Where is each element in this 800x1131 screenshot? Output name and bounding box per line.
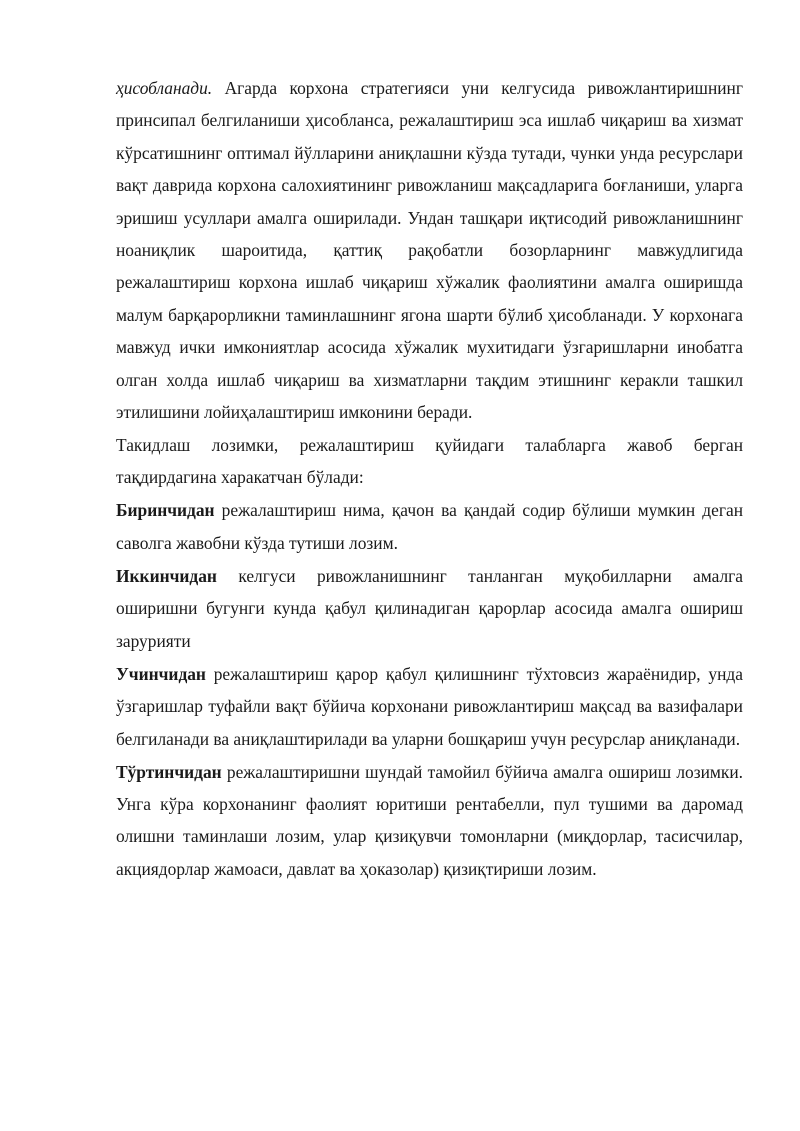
bold-term: Иккинчидан [116,565,217,586]
paragraph-third [116,658,743,755]
body-text [116,72,743,885]
paragraph-second [116,560,743,657]
paragraph-first [116,494,743,559]
paragraph-fourth [116,756,743,886]
bold-term: Учинчидан [116,663,206,684]
paragraph-intro [116,72,743,428]
paragraph-text: режалаштириш нима, қачон ва қандай содир бўлиши мумкин деган саволга жавобни кўзда тутиши лозим. [116,500,743,553]
paragraph-text: Агарда корхона стратегияси уни келгусида ривожлантиришнинг принсипал белгиланиши ҳисобланса, режалаштириш эса ишлаб чиқариш ва хизмат кўрсатишнинг оптимал йўлларини аниқлашни кўзда тутади, чунки унда ресурслари вақт даврида корхона салохиятининг ривожланиш мақсадларига боғланиши, уларга эришиш усуллари амалга оширилади. Ундан ташқари иқтисодий ривожланишнинг ноаниқлик шароитида, қаттиқ рақобатли бозорларнинг мавжудлигида режалаштириш корхона ишлаб чиқариш хўжалик фаолиятини амалга оширишда малум барқарорликни таминлашнинг ягона шарти бўлиб ҳисобланади. У корхонага мавжуд ички имкониятлар асосида хўжалик мухитидаги ўзгаришларни инобатга олган холда ишлаб чиқариш ва хизматларни тақдим этишнинг керакли ташкил этилишини лойиҳалаштириш имконини беради. [116,78,743,423]
paragraph-text: келгуси ривожланишнинг танланган муқобилларни амалга оширишни бугунги кунда қабул қилинадиган қарорлар асосида амалга ошириш зарурияти [116,565,743,651]
italic-lead-word: ҳисобланади. [116,78,213,98]
bold-term: Биринчидан [116,500,215,521]
paragraph-requirements-intro [116,429,743,494]
bold-term: Тўртинчидан [116,761,222,782]
paragraph-text: режалаштириш қарор қабул қилишнинг тўхтовсиз жараёнидир, унда ўзгаришлар туфайли вақт бўйича корхонани ривожлантириш мақсад ва вазифалари белгиланади ва аниқлаштирилади ва уларни бошқариш учун ресурслар аниқланади. [116,663,743,749]
paragraph-text: режалаштиришни шундай тамойил бўйича амалга ошириш лозимки. Унга кўра корхонанинг фаолият юритиши рентабелли, пул тушими ва даромад олишни таминлаши лозим, улар қизиқувчи томонларни (миқдорлар, тасисчилар, акциядорлар жамоаси, давлат ва ҳоказолар) қизиқтириши лозим. [116,761,743,879]
paragraph-text: Такидлаш лозимки, режалаштириш қуйидаги талабларга жавоб берган тақдирдагина харакатчан бўлади: [116,435,743,488]
